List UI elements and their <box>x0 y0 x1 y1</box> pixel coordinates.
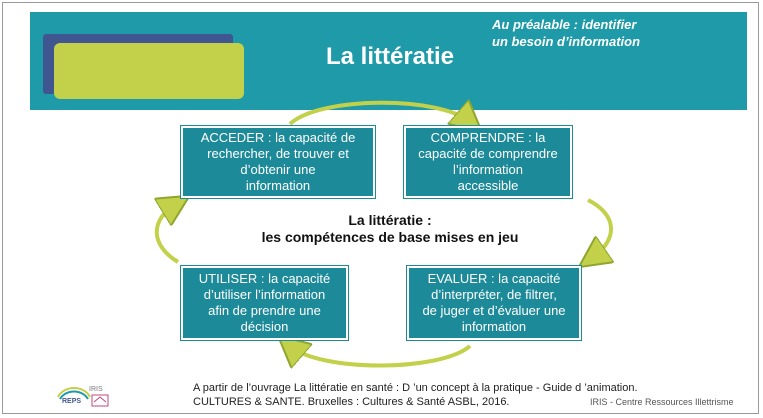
iris-logo-text: IRIS <box>89 386 103 393</box>
center-line-1: La littératie : <box>348 212 432 228</box>
box-acceder-text: ACCEDER : la capacité de rechercher, de trouver et d’obtenir une information <box>200 130 356 193</box>
box-utiliser <box>181 266 348 340</box>
box-evaluer-text: EVALUER : la capacité d’interpréter, de filtrer, de juger et d’évaluer une information <box>422 271 566 334</box>
arrow-left <box>157 204 178 262</box>
arrow-right <box>588 200 611 258</box>
iris-logo <box>86 382 116 410</box>
arrow-bottom <box>290 346 470 366</box>
slide-title: La littératie <box>325 43 455 70</box>
center-line-2: les compétences de base mises en jeu <box>261 229 519 245</box>
arrow-top <box>290 103 470 124</box>
reps-logo-text: REPS <box>62 398 82 405</box>
source-line-1: A partir de l’ouvrage La littératie en santé : D ’un concept à la pratique - Guide d ’animation. <box>193 382 638 394</box>
box-utiliser-text: UTILISER : la capacité d’utiliser l’information afin de prendre une décision <box>198 271 331 334</box>
box-acceder <box>181 126 375 198</box>
box-evaluer <box>407 266 581 340</box>
center-label <box>230 212 550 246</box>
footer-credit: IRIS - Centre Ressources Illettrisme <box>590 397 734 407</box>
prealable-text: Au préalable : identifier un besoin d’information <box>492 17 641 49</box>
source-line-2: CULTURES & SANTE. Bruxelles : Cultures & Santé ASBL, 2016. <box>193 396 510 408</box>
box-comprendre <box>404 126 572 198</box>
box-comprendre-text: COMPRENDRE : la capacité de comprendre l’information accessible <box>418 130 558 193</box>
